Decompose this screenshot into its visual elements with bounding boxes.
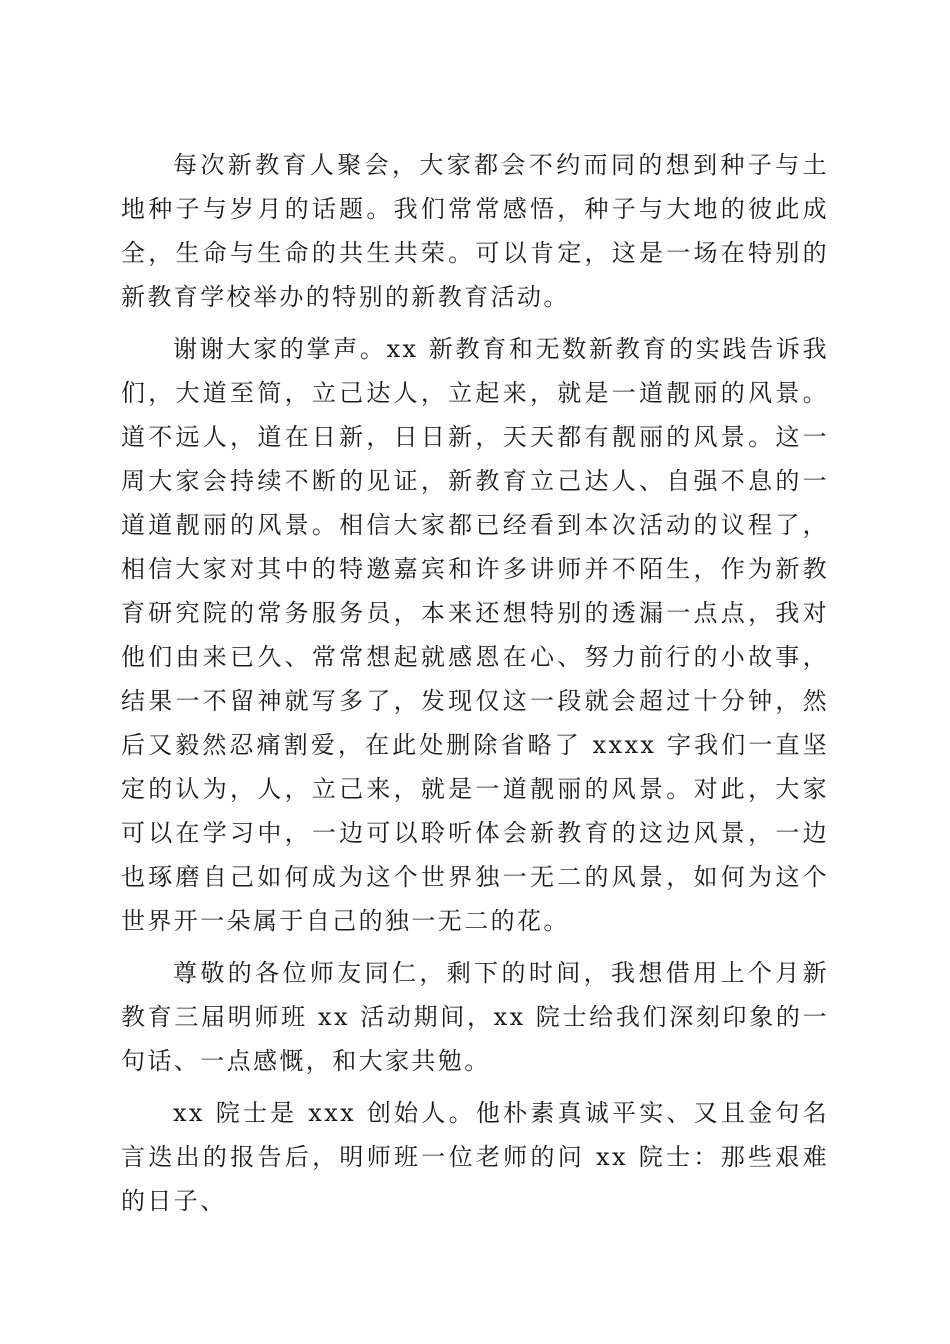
paragraph-1: 每次新教育人聚会，大家都会不约而同的想到种子与土地种子与岁月的话题。我们常常感悟，种子与大地的彼此成全，生命与生命的共生共荣。可以肯定，这是一场在特别的新教育学校举办的特别的新教育活动。 — [121, 151, 829, 311]
paragraph-2: 谢谢大家的掌声。xx 新教育和无数新教育的实践告诉我们，大道至简，立己达人，立起来，就是一道靓丽的风景。道不远人，道在日新，日日新，天天都有靓丽的风景。这一周大家会持续不断的见证，新教育立己达人、自强不息的一道道靓丽的风景。相信大家都已经看到本次活动的议程了，相信大家对其中的特邀嘉宾和许多讲师并不陌生，作为新教育研究院的常务服务员，本来还想特别的透漏一点点，我对他们由来已久、常常想起就感恩在心、努力前行的小故事，结果一不留神就写多了，发现仅这一段就会超过十分钟，然后又毅然忍痛割爱，在此处删除省略了 xxxx 字我们一直坚定的认为，人，立己来，就是一道靓丽的风景。对此，大家可以在学习中，一边可以聆听体会新教育的这边风景，一边也琢磨自己如何成为这个世界独一无二的风景，如何为这个世界开一朵属于自己的独一无二的花。 — [121, 335, 829, 935]
document-page — [121, 143, 829, 1231]
paragraph-3: 尊敬的各位师友同仁，剩下的时间，我想借用上个月新教育三届明师班 xx 活动期间，xx 院士给我们深刻印象的一句话、一点感慨，和大家共勉。 — [121, 959, 829, 1075]
paragraph-4: xx 院士是 xxx 创始人。他朴素真诚平实、又且金句名言迭出的报告后，明师班一位老师的问 xx 院士：那些艰难的日子、 — [121, 1099, 829, 1215]
